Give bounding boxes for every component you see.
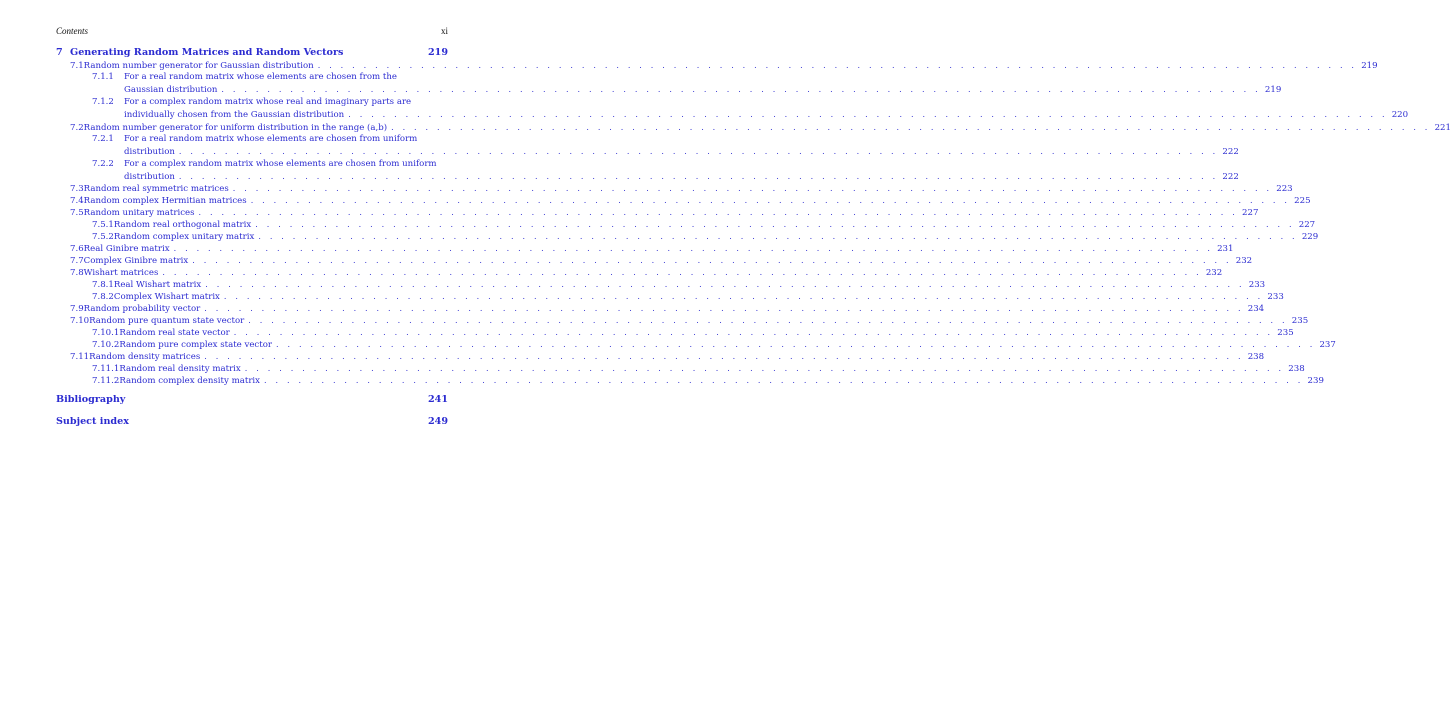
toc-subsection-page: 222 (1222, 172, 1239, 182)
toc-section-7-10[interactable] (70, 315, 1309, 327)
toc-subsection-7-10-2[interactable] (92, 339, 1336, 351)
toc-section-page: 219 (1361, 61, 1378, 71)
toc-section-7-4[interactable] (70, 195, 1311, 207)
toc-section-number: 7.7 (70, 256, 84, 266)
toc-subsection-7-2-2[interactable] (92, 159, 437, 170)
toc-subsection-number: 7.11.1 (92, 364, 120, 374)
toc-section-7-5[interactable] (70, 207, 1259, 219)
toc-bibliography-title: Bibliography (56, 394, 126, 405)
toc-subsection-number: 7.10.2 (92, 340, 120, 350)
toc-section-title: Random real symmetric matrices (83, 184, 229, 194)
toc-section-title: Random unitary matrices (83, 208, 195, 218)
toc-subsection-page: 238 (1288, 364, 1305, 374)
toc-section-7-8[interactable] (70, 267, 1223, 279)
toc-subject-index-title: Subject index (56, 416, 129, 427)
toc-subsection-title-line2: distribution (124, 172, 175, 182)
toc-section-title: Random number generator for uniform distribution in the range (a,b) (83, 123, 388, 133)
toc-section-number: 7.10 (70, 316, 90, 326)
toc-subsection-page: 237 (1319, 340, 1336, 350)
toc-subsection-7-2-2-cont[interactable] (124, 171, 1239, 183)
toc-section-title: Random probability vector (83, 304, 201, 314)
toc-section-page: 225 (1294, 196, 1311, 206)
toc-section-7-11[interactable] (70, 351, 1265, 363)
toc-subsection-page: 222 (1222, 147, 1239, 157)
toc-subsection-page: 233 (1267, 292, 1284, 302)
toc-section-number: 7.4 (70, 196, 84, 206)
toc-section-7-7[interactable] (70, 255, 1253, 267)
toc-section-title: Random number generator for Gaussian distribution (83, 61, 314, 71)
toc-bibliography[interactable] (56, 394, 448, 405)
toc-subsection-page: 239 (1307, 376, 1324, 386)
toc-subsection-page: 227 (1298, 220, 1316, 230)
toc-section-number: 7.3 (70, 184, 84, 194)
toc-subsection-7-2-1[interactable] (92, 134, 417, 145)
toc-subsection-title-line2: Gaussian distribution (124, 85, 218, 95)
toc-section-title: Real Ginibre matrix (83, 244, 170, 254)
toc-subsection-number: 7.1.2 (92, 97, 114, 107)
toc-subsection-7-1-1-cont[interactable] (124, 84, 1282, 96)
toc-subsection-7-1-2[interactable] (92, 97, 411, 108)
toc-section-page: 221 (1434, 123, 1451, 133)
toc-section-title: Random pure quantum state vector (89, 316, 245, 326)
toc-section-title: Complex Ginibre matrix (83, 256, 189, 266)
toc-subsection-7-5-2[interactable] (92, 231, 1319, 243)
toc-section-page: 232 (1235, 256, 1253, 266)
toc-subsection-page: 220 (1391, 110, 1409, 120)
toc-subsection-page: 235 (1277, 328, 1294, 338)
toc-subsection-number: 7.8.2 (92, 292, 114, 302)
toc-subsection-title-line2: distribution (124, 147, 175, 157)
toc-subsection-number: 7.2.2 (92, 159, 114, 169)
toc-section-number: 7.5 (70, 208, 84, 218)
toc-subsection-number: 7.5.2 (92, 232, 114, 242)
toc-subsection-page: 219 (1264, 85, 1282, 95)
toc-subsection-7-10-1[interactable] (92, 327, 1294, 339)
toc-bibliography-page: 241 (427, 394, 448, 405)
toc-subsection-7-5-1[interactable] (92, 219, 1316, 231)
toc-subsection-title: Random complex density matrix (119, 376, 261, 386)
toc-section-7-1[interactable] (70, 60, 1378, 72)
toc-subsection-7-11-1[interactable] (92, 363, 1305, 375)
toc-section-page: 231 (1217, 244, 1234, 254)
toc-chapter-title: Generating Random Matrices and Random Vectors (70, 47, 344, 58)
toc-subsection-title: Random real density matrix (119, 364, 241, 374)
toc-section-number: 7.11 (70, 352, 90, 362)
toc-subsection-7-1-2-cont[interactable] (124, 109, 1409, 121)
toc-section-number: 7.6 (70, 244, 84, 254)
toc-section-title: Random density matrices (89, 352, 201, 362)
toc-subsection-number: 7.1.1 (92, 72, 114, 82)
toc-subsection-number: 7.10.1 (92, 328, 120, 338)
toc-subsection-title: Complex Wishart matrix (113, 292, 220, 302)
toc-section-page: 232 (1205, 268, 1223, 278)
toc-section-page: 235 (1291, 316, 1309, 326)
toc-chapter-number: 7 (56, 47, 63, 58)
toc-subsection-page: 233 (1248, 280, 1266, 290)
toc-subsection-number: 7.11.2 (92, 376, 120, 386)
toc-section-title: Wishart matrices (83, 268, 159, 278)
toc-chapter-page: 219 (427, 47, 448, 58)
toc-subsection-title-line1: For a real random matrix whose elements are chosen from uniform (124, 134, 418, 144)
toc-section-7-9[interactable] (70, 303, 1265, 315)
toc-subsection-7-8-2[interactable] (92, 291, 1284, 303)
toc-subsection-title-line1: For a real random matrix whose elements are chosen from the (124, 72, 397, 82)
toc-subsection-7-1-1[interactable] (92, 72, 397, 83)
toc-section-title: Random complex Hermitian matrices (83, 196, 247, 206)
toc-subsection-title-line2: individually chosen from the Gaussian distribution (124, 110, 345, 120)
toc-subsection-number: 7.5.1 (92, 220, 114, 230)
toc-chapter-7[interactable] (56, 47, 448, 58)
toc-section-page: 238 (1247, 352, 1265, 362)
toc-section-page: 227 (1242, 208, 1259, 218)
toc-subsection-7-8-1[interactable] (92, 279, 1266, 291)
toc-section-number: 7.1 (70, 61, 84, 71)
toc-subsection-number: 7.2.1 (92, 134, 114, 144)
toc-subsection-7-11-2[interactable] (92, 375, 1324, 387)
toc-section-number: 7.9 (70, 304, 84, 314)
toc-subject-index[interactable] (56, 416, 448, 427)
toc-subsection-title: Random real state vector (119, 328, 230, 338)
toc-subsection-title-line1: For a complex random matrix whose elements are chosen from uniform (124, 159, 437, 169)
toc-section-7-6[interactable] (70, 243, 1234, 255)
toc-section-7-2[interactable] (70, 122, 1451, 134)
toc-subsection-page: 229 (1301, 232, 1319, 242)
toc-section-page: 234 (1247, 304, 1265, 314)
running-head-page-number: xi (440, 26, 448, 36)
toc-subsection-title: Random real orthogonal matrix (113, 220, 252, 230)
toc-subsection-7-2-1-cont[interactable] (124, 146, 1239, 158)
toc-subsection-title: Real Wishart matrix (113, 280, 202, 290)
toc-section-number: 7.8 (70, 268, 84, 278)
toc-section-page: 223 (1276, 184, 1293, 194)
toc-subsection-title-line1: For a complex random matrix whose real and imaginary parts are (124, 97, 412, 107)
toc-subject-index-page: 249 (427, 416, 448, 427)
toc-section-number: 7.2 (70, 123, 84, 133)
toc-subsection-title: Random pure complex state vector (119, 340, 272, 350)
toc-subsection-number: 7.8.1 (92, 280, 114, 290)
toc-section-7-3[interactable] (70, 183, 1293, 195)
toc-subsection-title: Random complex unitary matrix (113, 232, 255, 242)
running-head-title: Contents (56, 26, 89, 36)
